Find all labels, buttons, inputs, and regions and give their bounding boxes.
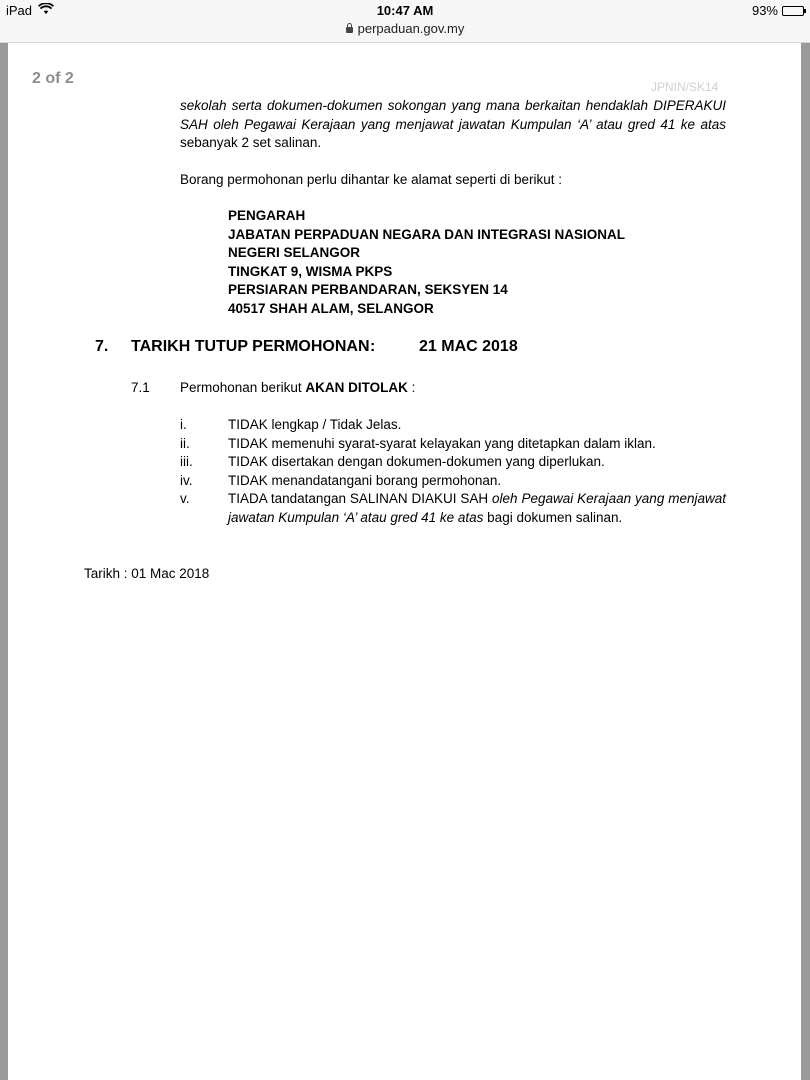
list-item: [180, 472, 726, 491]
address-line: PENGARAH: [228, 208, 306, 223]
list-item: [180, 490, 726, 527]
pdf-page: [8, 43, 801, 1080]
list-item-text: TIDAK lengkap / Tidak Jelas.: [228, 417, 402, 432]
subsection-text-bold: AKAN DITOLAK: [305, 380, 408, 395]
subsection-text-start: Permohonan berikut: [180, 380, 306, 395]
list-item: [180, 416, 726, 435]
document-date: Tarikh : 01 Mac 2018: [84, 566, 210, 581]
list-item-text: TIDAK memenuhi syarat-syarat kelayakan yang ditetapkan dalam iklan.: [228, 435, 656, 451]
device-label: iPad: [6, 3, 33, 18]
battery-icon: [782, 6, 804, 16]
list-item-number: v.: [180, 491, 190, 506]
list-item-text: TIDAK disertakan dengan dokumen-dokumen yang diperlukan.: [228, 454, 605, 469]
section-7-number: 7.: [95, 338, 109, 355]
list-item-text-italic: oleh Pegawai Kerajaan yang menjawat jawatan Kumpulan ‘A’ atau gred 41 ke atas: [228, 491, 726, 525]
address-line: JABATAN PERPADUAN NEGARA DAN INTEGRASI NASIONAL: [228, 226, 626, 242]
list-item-text: [228, 490, 726, 527]
page-indicator: 2 of 2: [32, 70, 74, 87]
status-bar: [0, 0, 810, 43]
lock-icon: [346, 27, 353, 33]
section-7-date: 21 MAC 2018: [419, 338, 518, 355]
battery-percent: 93%: [751, 3, 778, 18]
address-line: NEGERI SELANGOR: [228, 245, 361, 260]
rejection-list: [180, 416, 726, 527]
list-item: [180, 435, 726, 454]
list-item-number: i.: [180, 417, 187, 432]
subsection-number: 7.1: [131, 380, 150, 395]
address-line: PERSIARAN PERBANDARAN, SEKSYEN 14: [228, 282, 508, 297]
list-item-text-plain: TIADA tandatangan SALINAN DIAKUI SAH: [228, 491, 493, 506]
list-item-text-tail: bagi dokumen salinan.: [483, 509, 623, 525]
paragraph-certification: [180, 97, 726, 153]
subsection-text-end: :: [407, 380, 416, 395]
list-item-number: iv.: [180, 472, 193, 488]
status-time: 10:47 AM: [376, 3, 434, 18]
document-code: JPNIN/SK14: [651, 80, 719, 94]
section-7-title: TARIKH TUTUP PERMOHONAN: [131, 338, 370, 355]
paragraph-certification-italic: sekolah serta dokumen-dokumen sokongan yang mana berkaitan hendaklah DIPERAKUI SAH oleh Pegawai Kerajaan yang menjawat jawatan Kumpulan ‘A’ atau gred 41 ke atas: [180, 98, 726, 132]
pdf-viewport[interactable]: [0, 43, 810, 1080]
address-bar[interactable]: [0, 21, 810, 36]
url-text: perpaduan.gov.my: [357, 21, 465, 36]
section-7-colon: :: [370, 338, 376, 355]
address-line: 40517 SHAH ALAM, SELANGOR: [228, 300, 434, 316]
list-item-text: TIDAK menandatangani borang permohonan.: [228, 472, 502, 488]
list-item-number: ii.: [180, 435, 190, 451]
list-item-number: iii.: [180, 454, 193, 469]
paragraph-certification-tail: sebanyak 2 set salinan.: [180, 135, 322, 150]
status-right: [752, 3, 804, 18]
paragraph-send-to: Borang permohonan perlu dihantar ke alamat seperti di berikut :: [180, 172, 562, 187]
list-item: [180, 453, 726, 472]
address-block: [228, 207, 625, 318]
address-line: TINGKAT 9, WISMA PKPS: [228, 263, 393, 279]
subsection-text: [180, 379, 415, 398]
